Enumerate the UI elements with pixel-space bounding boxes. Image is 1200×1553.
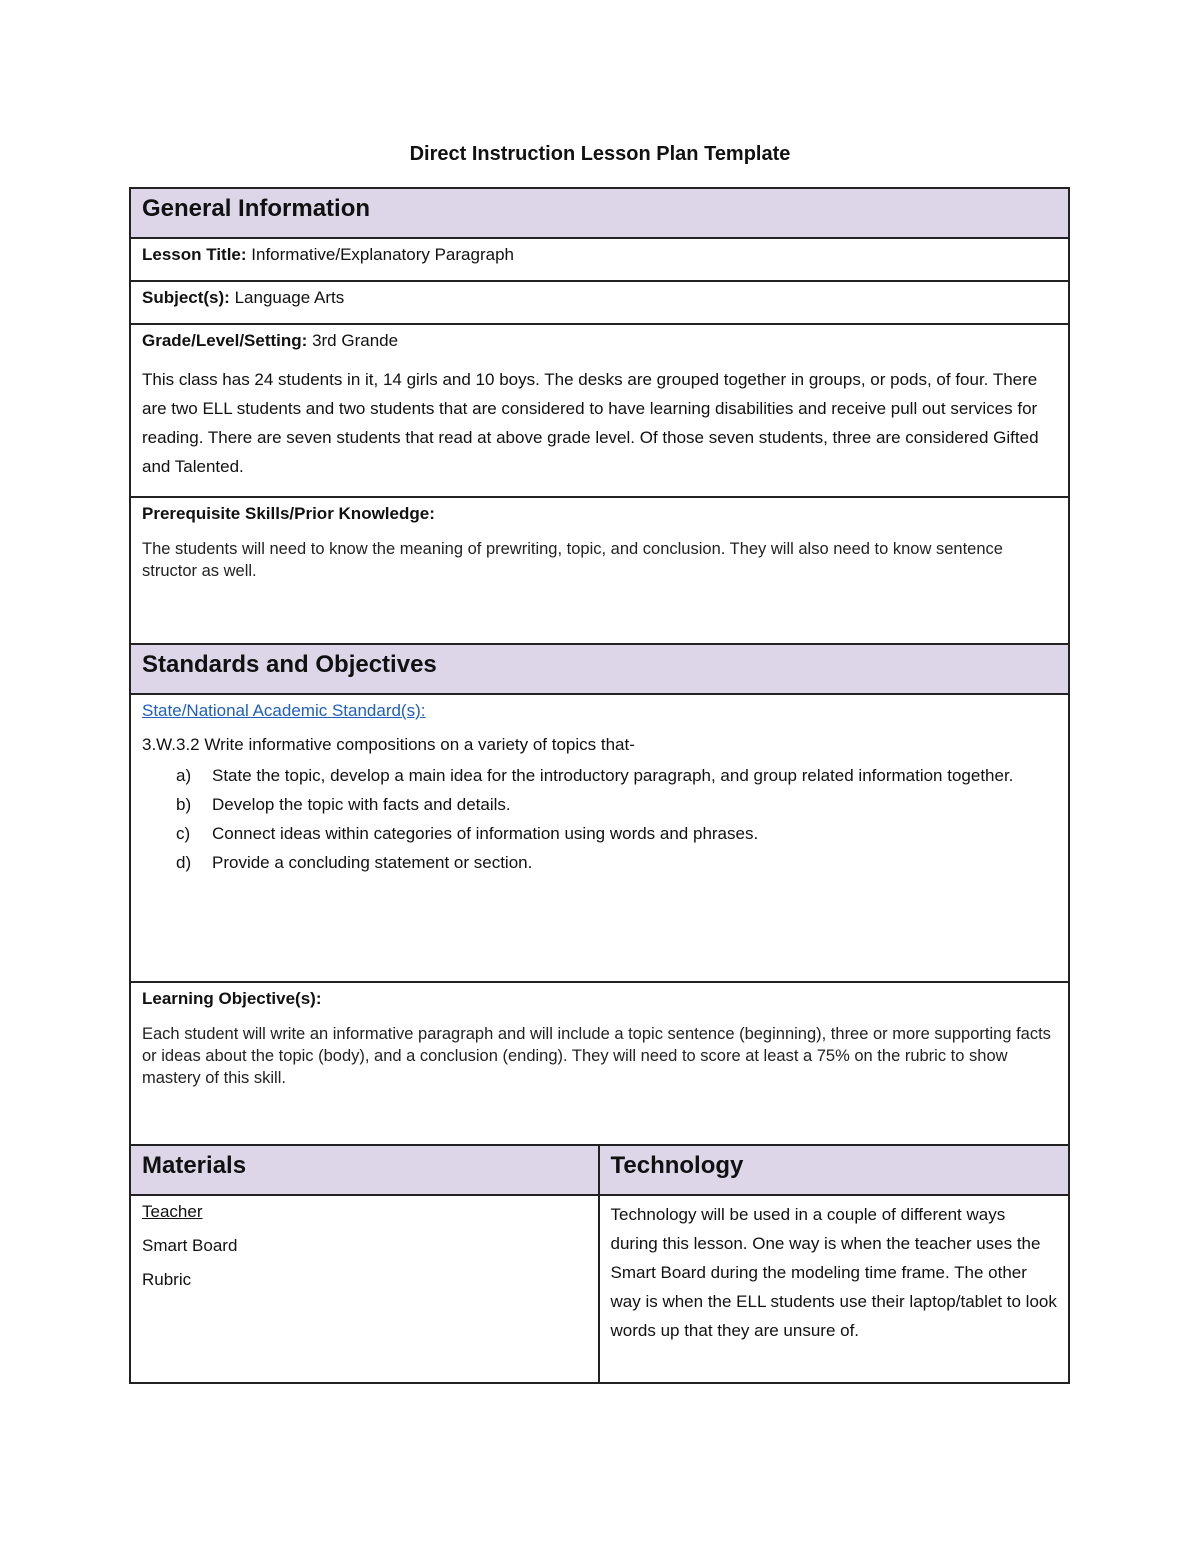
grade-setting-row [131, 325, 1068, 498]
materials-heading: Materials [131, 1146, 600, 1196]
setting-description: This class has 24 students in it, 14 girls and 10 boys. The desks are grouped together in groups, or pods, of four. There are two ELL students and two students that are considered to have learning disabilities and receive pull out services for reading. There are seven students that read at above grade level. Of those seven students, three are considered Gifted and Talented. [142, 370, 1039, 476]
standards-row [131, 695, 1068, 983]
lesson-plan-table [129, 187, 1070, 1384]
academic-standards-link[interactable]: State/National Academic Standard(s): [142, 701, 426, 720]
material-smart-board: Smart Board [142, 1236, 238, 1255]
grade-label: Grade/Level/Setting: [142, 331, 308, 350]
teacher-materials-label: Teacher [142, 1202, 203, 1221]
materials-cell [131, 1196, 600, 1382]
lesson-title-value: Informative/Explanatory Paragraph [251, 245, 514, 264]
prerequisite-value: The students will need to know the meaning of prewriting, topic, and conclusion. They will also need to know sentence structor as well. [142, 540, 1003, 580]
learning-objective-label: Learning Objective(s): [142, 989, 322, 1008]
subject-value: Language Arts [234, 288, 345, 307]
subject-label: Subject(s): [142, 288, 230, 307]
standards-objectives-heading: Standards and Objectives [131, 645, 1068, 695]
technology-heading: Technology [600, 1146, 1069, 1196]
list-item: c) Connect ideas within categories of information using words and phrases. [176, 824, 759, 843]
learning-objective-row [131, 983, 1068, 1146]
learning-objective-value: Each student will write an informative paragraph and will include a topic sentence (beginning), three or more supporting facts or ideas about the topic (body), and a conclusion (ending). They will need to score at least a 75% on the rubric to show mastery of this skill. [142, 1025, 1051, 1087]
prerequisite-row [131, 498, 1068, 645]
subject-row [131, 282, 1068, 325]
standard-code: 3.W.3.2 Write informative compositions on a variety of topics that- [142, 735, 635, 754]
material-rubric: Rubric [142, 1270, 192, 1289]
general-information-heading: General Information [131, 189, 1068, 239]
lesson-title-row [131, 239, 1068, 282]
standard-items-list [142, 761, 1057, 877]
materials-technology-header [131, 1146, 1068, 1196]
document-title: Direct Instruction Lesson Plan Template [409, 143, 791, 165]
technology-cell [600, 1196, 1069, 1382]
materials-technology-body [131, 1196, 1068, 1382]
lesson-title-label: Lesson Title: [142, 245, 247, 264]
prerequisite-label: Prerequisite Skills/Prior Knowledge: [142, 504, 435, 523]
list-item: b) Develop the topic with facts and details. [176, 795, 511, 814]
list-item: a) State the topic, develop a main idea for the introductory paragraph, and group related information together. [176, 766, 1014, 785]
list-item: d) Provide a concluding statement or section. [176, 853, 533, 872]
technology-text: Technology will be used in a couple of different ways during this lesson. One way is when the teacher uses the Smart Board during the modeling time frame. The other way is when the ELL students use their laptop/tablet to look words up that they are unsure of. [610, 1205, 1057, 1340]
grade-value: 3rd Grande [312, 331, 399, 350]
